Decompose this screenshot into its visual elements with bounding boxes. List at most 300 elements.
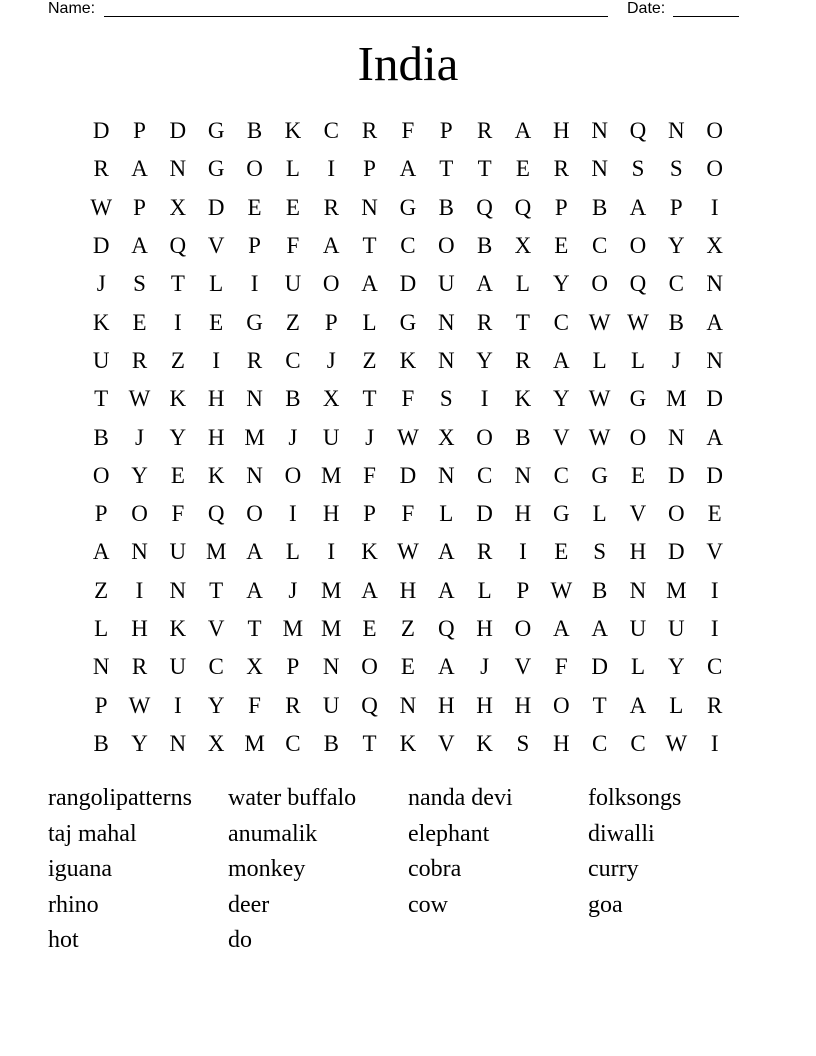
grid-row (82, 227, 734, 265)
grid-letter: Q (437, 616, 455, 641)
grid-letter: E (132, 309, 147, 335)
grid-letter: N (131, 539, 148, 565)
grid-letter: T (439, 156, 454, 182)
grid-letter: P (554, 194, 568, 220)
grid-letter: P (669, 194, 683, 220)
grid-letter: I (174, 309, 182, 335)
grid-letter: S (439, 386, 453, 412)
grid-letter: A (706, 424, 723, 450)
grid-letter: V (437, 730, 455, 756)
grid-letter: Y (207, 692, 225, 718)
grid-letter: L (669, 692, 684, 718)
grid-letter: U (92, 347, 110, 373)
grid-letter: F (363, 462, 376, 488)
grid-letter: D (476, 501, 493, 527)
grid-letter: J (288, 577, 298, 603)
grid-letter: I (710, 730, 719, 756)
grid-letter: Y (552, 386, 570, 412)
grid-letter: Z (362, 347, 377, 373)
grid-letter: Y (131, 730, 148, 756)
grid-letter: G (246, 309, 263, 335)
grid-letter: Y (552, 271, 570, 297)
grid-letter: B (591, 577, 608, 603)
date-blank-line (673, 16, 739, 17)
grid-letter: N (706, 271, 723, 297)
word-bank-item: anumalik (228, 820, 318, 847)
grid-letter: V (207, 233, 225, 259)
grid-letter: F (554, 654, 568, 680)
grid-letter: K (207, 462, 225, 488)
grid-row (82, 342, 734, 380)
grid-letter: O (246, 156, 263, 182)
grid-letter: A (131, 233, 148, 259)
grid-row (82, 150, 734, 188)
grid-letter: B (93, 730, 109, 756)
grid-letter: W (588, 309, 611, 335)
grid-letter: L (439, 501, 454, 527)
grid-letter: Q (169, 233, 187, 259)
grid-letter: P (133, 118, 146, 144)
grid-letter: N (246, 462, 263, 488)
grid-letter: A (629, 692, 647, 718)
grid-row (82, 686, 734, 724)
grid-row (82, 112, 734, 150)
grid-letter: L (477, 577, 492, 603)
grid-letter: H (552, 118, 570, 144)
grid-letter: W (588, 386, 611, 412)
grid-letter: K (476, 730, 493, 756)
grid-letter: N (668, 118, 685, 144)
grid-letter: H (437, 692, 455, 718)
word-bank-item: water buffalo (228, 785, 357, 811)
grid-letter: I (174, 692, 182, 718)
grid-row (82, 265, 734, 303)
grid-letter: M (282, 616, 304, 641)
grid-letter: Y (668, 233, 685, 259)
grid-letter: P (94, 692, 108, 718)
grid-letter: Q (629, 271, 647, 297)
grid-letter: Q (629, 118, 647, 144)
grid-letter: R (285, 692, 301, 718)
grid-row (82, 189, 734, 227)
grid-letter: R (131, 654, 148, 680)
grid-letter: V (706, 539, 723, 565)
grid-letter: O (246, 501, 263, 527)
grid-letter: N (169, 156, 187, 182)
word-bank-item: hot (48, 927, 79, 953)
grid-letter: M (205, 539, 227, 565)
grid-row (82, 533, 734, 571)
grid-letter: A (361, 271, 378, 297)
grid-letter: D (92, 233, 110, 259)
grid-letter: M (666, 577, 687, 603)
grid-letter: G (399, 194, 417, 220)
grid-letter: C (285, 347, 301, 373)
grid-letter: O (322, 271, 340, 297)
grid-letter: N (246, 386, 263, 412)
date-label: Date: (627, 0, 666, 17)
grid-letter: O (476, 424, 493, 450)
grid-letter: T (247, 616, 262, 641)
grid-letter: V (629, 501, 647, 527)
word-bank-item: cow (408, 891, 448, 918)
grid-letter: C (668, 271, 684, 297)
grid-letter: D (207, 194, 225, 220)
word-bank-item: cobra (408, 856, 462, 882)
grid-letter: E (515, 156, 530, 182)
letter-grid (82, 112, 734, 763)
grid-letter: A (322, 233, 340, 259)
grid-letter: S (516, 730, 530, 756)
grid-letter: R (361, 118, 378, 144)
grid-letter: L (630, 654, 646, 680)
grid-letter: H (207, 424, 225, 450)
grid-letter: O (552, 692, 570, 718)
grid-letter: P (248, 233, 261, 259)
grid-letter: K (169, 616, 187, 641)
grid-letter: N (591, 118, 608, 144)
grid-letter: U (284, 271, 302, 297)
grid-letter: P (363, 501, 376, 527)
grid-letter: O (131, 501, 148, 527)
grid-letter: D (668, 462, 685, 488)
grid-letter: N (169, 577, 187, 603)
grid-letter: I (710, 616, 719, 641)
grid-letter: R (131, 347, 148, 373)
grid-letter: S (593, 539, 607, 565)
grid-letter: J (480, 654, 490, 680)
grid-letter: A (437, 577, 455, 603)
grid-letter: X (207, 730, 225, 756)
grid-letter: X (437, 424, 455, 450)
grid-letter: C (553, 309, 569, 335)
word-bank-item: iguana (48, 856, 112, 882)
grid-letter: N (399, 692, 417, 718)
grid-letter: D (399, 462, 417, 488)
grid-letter: N (437, 462, 455, 488)
grid-letter: I (250, 271, 259, 297)
grid-row (82, 495, 734, 533)
grid-letter: L (592, 347, 607, 373)
grid-letter: E (400, 654, 415, 680)
grid-letter: K (169, 386, 187, 412)
grid-letter: H (552, 730, 570, 756)
grid-letter: S (669, 156, 683, 182)
grid-letter: T (362, 730, 377, 756)
grid-letter: U (437, 271, 455, 297)
grid-letter: A (92, 539, 110, 565)
grid-letter: D (92, 118, 110, 144)
grid-letter: W (128, 692, 151, 718)
grid-letter: U (629, 616, 647, 641)
grid-letter: W (627, 309, 649, 335)
grid-letter: V (514, 654, 532, 680)
grid-letter: A (514, 118, 532, 144)
grid-letter: L (362, 309, 377, 335)
grid-letter: T (362, 386, 377, 412)
grid-letter: K (514, 386, 532, 412)
grid-letter: N (322, 654, 340, 680)
grid-letter: X (514, 233, 532, 259)
grid-letter: L (285, 539, 300, 565)
grid-letter: D (668, 539, 685, 565)
grid-row (82, 457, 734, 495)
grid-letter: R (707, 692, 723, 718)
grid-letter: C (591, 233, 608, 259)
grid-letter: G (399, 309, 417, 335)
word-bank-item: goa (588, 891, 623, 918)
grid-letter: D (169, 118, 187, 144)
grid-letter: Z (170, 347, 185, 373)
grid-letter: I (327, 539, 336, 565)
grid-letter: H (514, 692, 532, 718)
grid-letter: J (326, 347, 336, 373)
grid-letter: P (324, 309, 338, 335)
grid-letter: B (323, 730, 339, 756)
grid-letter: K (399, 347, 417, 373)
word-bank-item: rhino (48, 891, 99, 918)
grid-row (82, 725, 734, 763)
word-bank-item: diwalli (588, 820, 655, 847)
grid-letter: C (630, 730, 646, 756)
grid-letter: C (285, 730, 301, 756)
word-bank-item: rangolipatterns (48, 785, 192, 811)
grid-letter: B (515, 424, 531, 450)
grid-letter: R (476, 118, 493, 144)
grid-letter: T (170, 271, 185, 297)
grid-letter: I (135, 577, 144, 603)
grid-letter: B (668, 309, 684, 335)
grid-letter: B (93, 424, 109, 450)
grid-row (82, 572, 734, 610)
grid-letter: O (629, 233, 647, 259)
grid-letter: A (591, 616, 608, 641)
word-bank (48, 782, 768, 960)
grid-letter: L (630, 347, 646, 373)
grid-letter: A (476, 271, 493, 297)
grid-letter: F (171, 501, 185, 527)
grid-letter: U (169, 539, 187, 565)
name-blank-line (104, 16, 608, 17)
grid-letter: P (133, 194, 146, 220)
grid-letter: I (710, 577, 719, 603)
grid-letter: N (591, 156, 608, 182)
grid-letter: A (552, 616, 570, 641)
grid-letter: D (706, 462, 723, 488)
grid-letter: Z (94, 577, 109, 603)
name-label: Name: (48, 0, 96, 17)
grid-letter: M (321, 462, 342, 488)
grid-letter: E (554, 539, 569, 565)
grid-letter: I (710, 194, 719, 220)
grid-letter: E (707, 501, 722, 527)
grid-letter: A (552, 347, 570, 373)
grid-letter: A (131, 156, 148, 182)
grid-letter: N (437, 309, 455, 335)
grid-letter: Y (668, 654, 685, 680)
grid-letter: E (362, 616, 377, 641)
grid-letter: Y (169, 424, 187, 450)
grid-letter: H (629, 539, 647, 565)
grid-letter: C (553, 462, 569, 488)
grid-letter: O (591, 271, 608, 297)
grid-letter: T (209, 577, 224, 603)
grid-letter: I (327, 156, 336, 182)
grid-letter: W (128, 386, 151, 412)
grid-letter: A (246, 577, 263, 603)
grid-letter: M (244, 424, 265, 450)
grid-letter: Q (476, 194, 493, 220)
grid-letter: Q (207, 501, 225, 527)
word-bank-item: elephant (408, 820, 490, 847)
grid-letter: L (515, 271, 530, 297)
grid-letter: O (629, 424, 647, 450)
grid-row (82, 303, 734, 341)
grid-letter: K (399, 730, 417, 756)
grid-letter: N (92, 654, 110, 680)
grid-letter: G (629, 386, 647, 412)
grid-letter: N (437, 347, 455, 373)
grid-letter: A (437, 539, 455, 565)
grid-letter: L (209, 271, 224, 297)
grid-letter: E (209, 309, 224, 335)
grid-letter: A (437, 654, 455, 680)
grid-letter: I (289, 501, 297, 527)
grid-letter: X (246, 654, 263, 680)
grid-letter: F (401, 118, 415, 144)
grid-letter: V (207, 616, 225, 641)
grid-letter: Y (131, 462, 148, 488)
grid-letter: E (630, 462, 646, 488)
grid-letter: H (399, 577, 417, 603)
grid-letter: W (90, 194, 113, 220)
grid-letter: I (519, 539, 527, 565)
page-title: India (357, 36, 459, 91)
grid-letter: T (94, 386, 109, 412)
grid-letter: A (246, 539, 263, 565)
grid-letter: P (94, 501, 108, 527)
grid-letter: U (668, 616, 685, 641)
grid-letter: W (588, 424, 611, 450)
grid-letter: H (207, 386, 225, 412)
grid-letter: K (361, 539, 378, 565)
grid-letter: O (706, 156, 723, 182)
grid-letter: B (591, 194, 608, 220)
word-bank-item: do (228, 927, 252, 953)
grid-letter: W (397, 539, 419, 565)
grid-letter: F (401, 501, 415, 527)
grid-letter: A (399, 156, 417, 182)
grid-letter: L (94, 616, 109, 641)
grid-letter: H (514, 501, 532, 527)
grid-letter: E (247, 194, 262, 220)
grid-letter: C (208, 654, 224, 680)
grid-row (82, 648, 734, 686)
grid-letter: H (322, 501, 340, 527)
grid-letter: V (552, 424, 570, 450)
grid-letter: J (671, 347, 681, 373)
grid-letter: Z (285, 309, 300, 335)
grid-letter: O (361, 654, 378, 680)
grid-letter: O (284, 462, 302, 488)
header-line (48, 0, 748, 20)
grid-letter: P (516, 577, 530, 603)
grid-letter: R (476, 309, 493, 335)
grid-letter: S (133, 271, 146, 297)
grid-letter: C (591, 730, 608, 756)
grid-letter: R (553, 156, 569, 182)
grid-letter: G (552, 501, 570, 527)
word-bank-item: deer (228, 891, 270, 918)
grid-letter: N (629, 577, 647, 603)
word-bank-item: curry (588, 856, 639, 882)
grid-letter: Z (400, 616, 415, 641)
grid-row (82, 610, 734, 648)
grid-letter: P (286, 654, 300, 680)
grid-letter: G (207, 118, 225, 144)
word-bank-item: nanda devi (408, 785, 513, 811)
grid-letter: D (399, 271, 417, 297)
grid-letter: B (476, 233, 493, 259)
grid-letter: N (169, 730, 187, 756)
grid-letter: L (592, 501, 607, 527)
grid-letter: P (363, 156, 376, 182)
grid-letter: J (365, 424, 375, 450)
grid-letter: M (244, 730, 265, 756)
grid-letter: E (170, 462, 185, 488)
grid-letter: H (476, 616, 493, 641)
grid-letter: O (514, 616, 532, 641)
grid-letter: T (362, 233, 377, 259)
grid-letter: T (515, 309, 530, 335)
grid-letter: Q (514, 194, 532, 220)
grid-letter: M (321, 577, 342, 603)
grid-letter: N (668, 424, 685, 450)
grid-letter: C (323, 118, 339, 144)
grid-letter: M (321, 616, 342, 641)
grid-letter: O (668, 501, 685, 527)
grid-letter: N (514, 462, 532, 488)
grid-letter: O (437, 233, 455, 259)
grid-letter: X (706, 233, 723, 259)
grid-letter: B (438, 194, 454, 220)
grid-letter: H (131, 616, 148, 641)
grid-letter: K (284, 118, 302, 144)
grid-letter: M (666, 386, 687, 412)
grid-row (82, 418, 734, 456)
grid-letter: C (400, 233, 416, 259)
grid-letter: B (246, 118, 263, 144)
grid-letter: R (246, 347, 263, 373)
grid-letter: N (706, 347, 723, 373)
grid-letter: F (286, 233, 300, 259)
grid-letter: A (361, 577, 378, 603)
grid-letter: X (322, 386, 340, 412)
grid-letter: H (476, 692, 493, 718)
grid-letter: O (92, 462, 110, 488)
grid-letter: W (550, 577, 573, 603)
grid-letter: A (706, 309, 723, 335)
grid-letter: F (248, 692, 261, 718)
grid-letter: F (401, 386, 415, 412)
grid-letter: J (288, 424, 298, 450)
grid-letter: T (592, 692, 607, 718)
grid-letter: G (207, 156, 225, 182)
grid-letter: S (631, 156, 645, 182)
grid-letter: K (92, 309, 110, 335)
grid-letter: E (285, 194, 300, 220)
grid-letter: W (665, 730, 688, 756)
